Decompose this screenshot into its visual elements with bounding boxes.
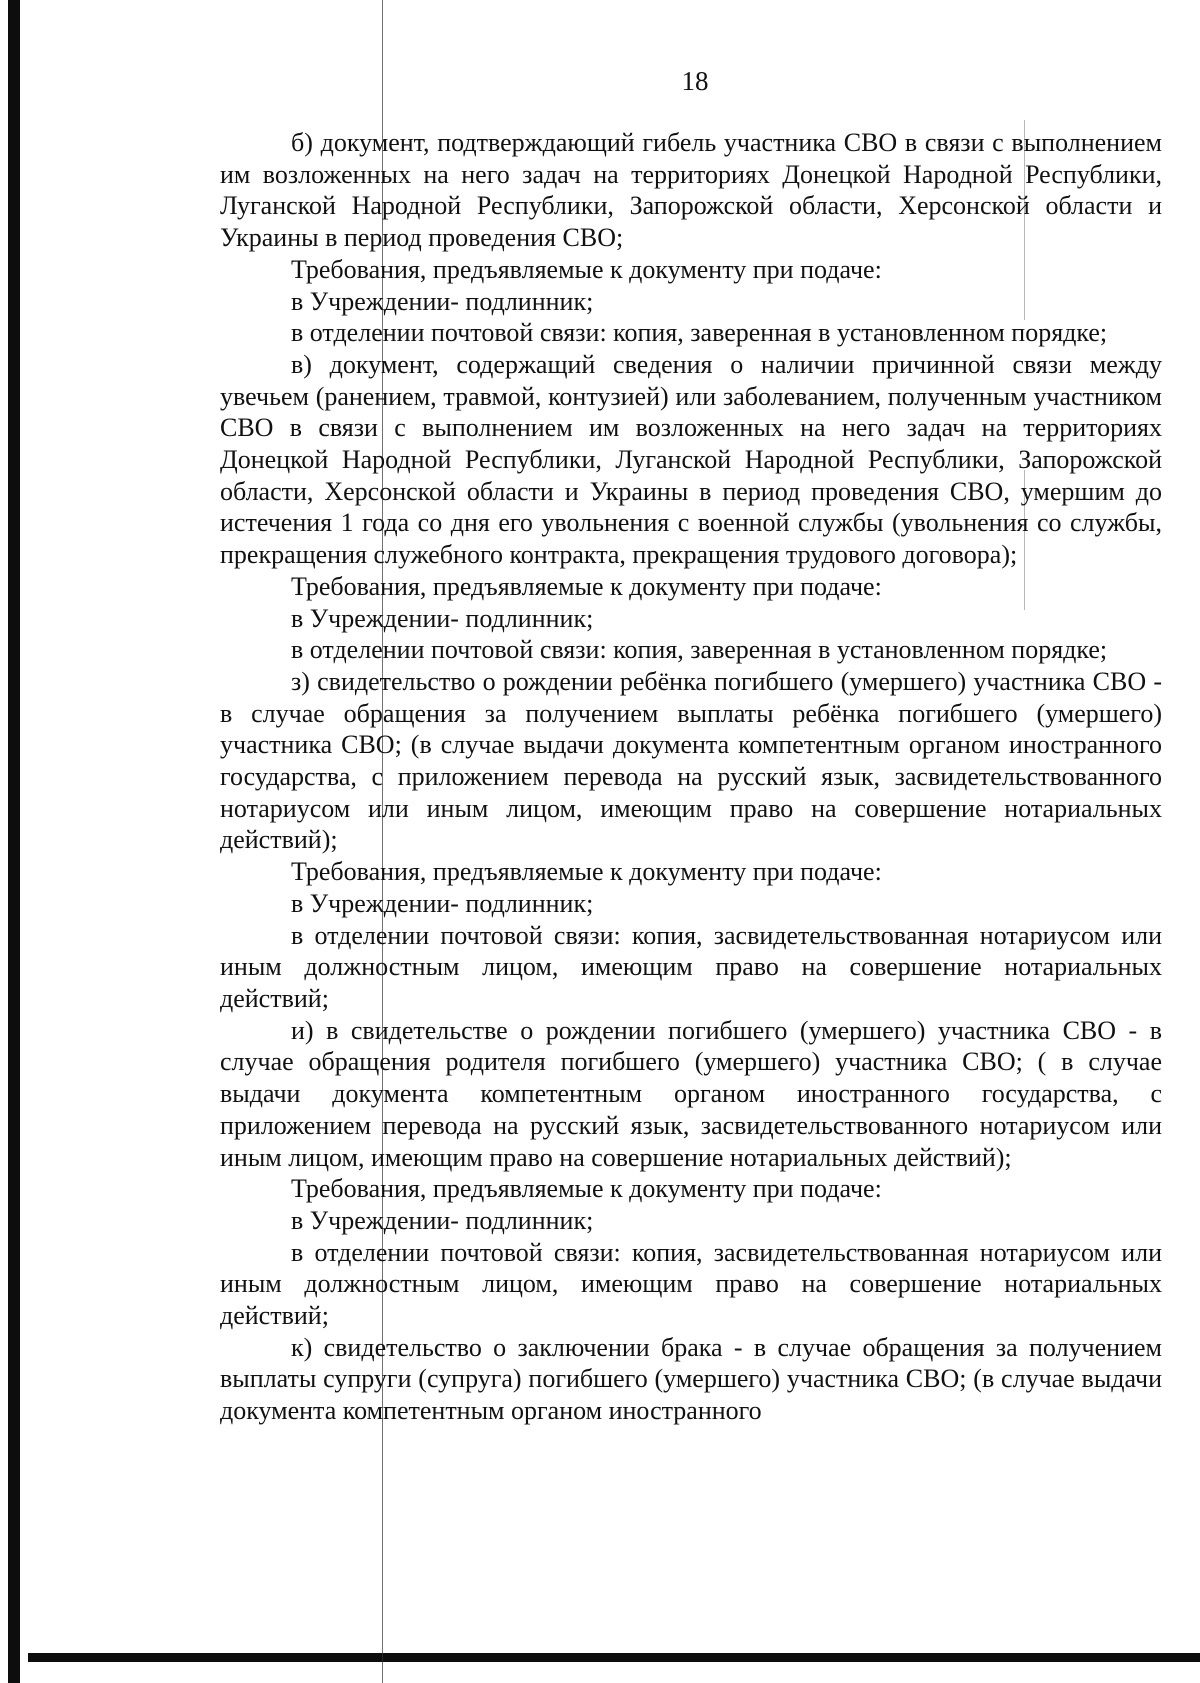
scan-edge-bottom — [28, 1653, 1200, 1662]
paragraph-requirements: Требования, предъявляемые к документу при подаче: — [291, 1174, 882, 1204]
paragraph-requirements: Требования, предъявляемые к документу при подаче: — [291, 571, 882, 601]
paragraph-z-child-birth-certificate: з) свидетельство о рождении ребёнка погибшего (умершего) участника СВО - в случае обращения за получением выплаты ребёнка погибшего (умершего) участника СВО; (в случае выдачи документа компетентным органом иностранного государства, с приложением перевода на русский язык, засвидетельствованного нотариусом или иным лицом, имеющим право на совершение нотариальных действий); — [220, 666, 1162, 855]
document-body — [220, 127, 1162, 1427]
paragraph-institution-original: в Учреждении- подлинник; — [291, 888, 594, 918]
paragraph-requirements: Требования, предъявляемые к документу при подаче: — [291, 254, 882, 284]
paragraph-postal-copy: в отделении почтовой связи: копия, заверенная в установленном порядке; — [291, 318, 1108, 348]
paragraph-institution-original: в Учреждении- подлинник; — [291, 1205, 594, 1235]
paragraph-institution-original: в Учреждении- подлинник; — [291, 603, 594, 633]
paragraph-postal-copy: в отделении почтовой связи: копия, заверенная в установленном порядке; — [291, 635, 1108, 665]
paragraph-requirements: Требования, предъявляемые к документу при подаче: — [291, 857, 882, 887]
page-number: 18 — [681, 66, 709, 96]
paragraph-postal-notarized-copy: в отделении почтовой связи: копия, засвидетельствованная нотариусом или иным должностным лицом, имеющим право на совершение нотариальных действий; — [220, 920, 1162, 1013]
paragraph-i-participant-birth-certificate: и) в свидетельстве о рождении погибшего (умершего) участника СВО - в случае обращения родителя погибшего (умершего) участника СВО; ( в случае выдачи документа компетентным органом иностранного государства, с приложением перевода на русский язык, засвидетельствованного нотариусом или иным лицом, имеющим право на совершение нотариальных действий); — [220, 1015, 1162, 1172]
paragraph-institution-original: в Учреждении- подлинник; — [291, 286, 594, 316]
paragraph-v-causal-link: в) документ, содержащий сведения о наличии причинной связи между увечьем (ранением, травмой, контузией) или заболеванием, полученным участником СВО в связи с выполнением им возложенных на него задач на территориях Донецкой Народной Республики, Луганской Народной Республики, Запорожской области, Херсонской области и Украины в период проведения СВО, умершим до истечения 1 года со дня его увольнения с военной службы (увольнения со службы, прекращения служебного контракта, прекращения трудового договора); — [220, 349, 1162, 570]
paragraph-postal-notarized-copy: в отделении почтовой связи: копия, засвидетельствованная нотариусом или иным должностным лицом, имеющим право на совершение нотариальных действий; — [220, 1237, 1162, 1331]
scan-edge-left — [8, 0, 20, 1683]
paragraph-b-document-death: б) документ, подтверждающий гибель участника СВО в связи с выполнением им возложенных на него задач на территориях Донецкой Народной Республики, Луганской Народной Республики, Запорожской области, Херсонской области и Украины в период проведения СВО; — [220, 128, 1162, 253]
paragraph-k-marriage-certificate: к) свидетельство о заключении брака - в случае обращения за получением выплаты супруги (супруга) погибшего (умершего) участника СВО; (в случае выдачи документа компетентным органом иностранного — [220, 1332, 1162, 1426]
